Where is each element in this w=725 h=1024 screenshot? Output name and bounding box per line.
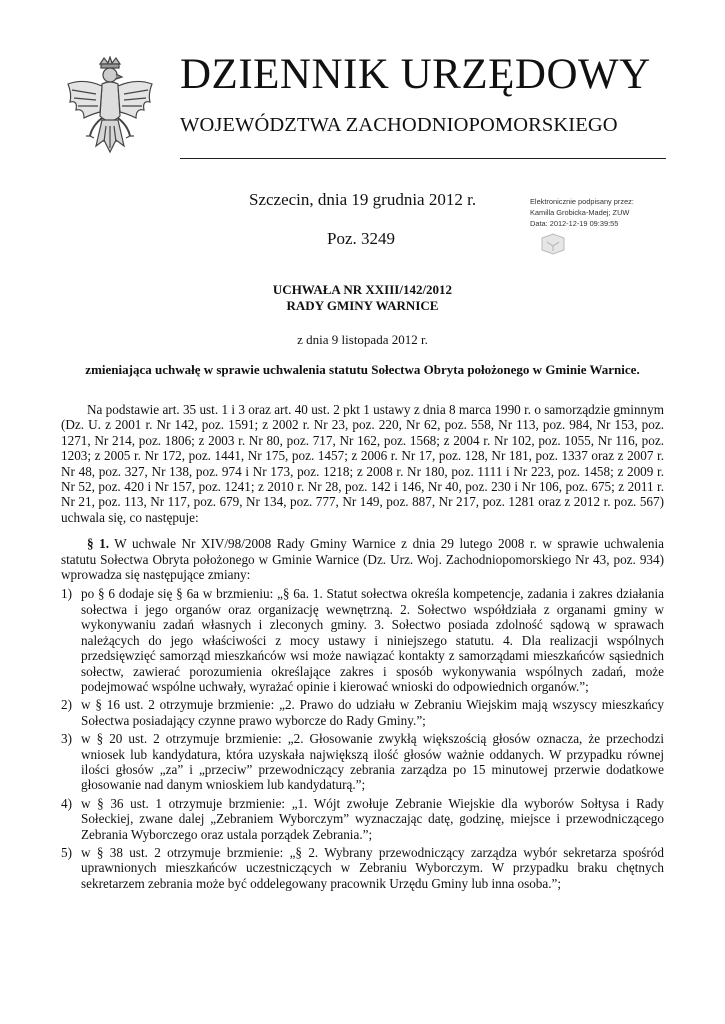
list-item-text: po § 6 dodaje się § 6a w brzmieniu: „§ 6a. 1. Statut sołectwa określa kompetencje, zadania i zakres działania sołectwa i jego organów oraz organizację wewnętrzną. 2. Sołectwo współdziała z organami gminy w wykonywaniu zadań własnych i zleconych gminy. 3. Sołectwo posiada zdolność sądową w sprawach należących do jego właściwości z mocy ustawy i niniejszego statutu. 4. Dla realizacji wspólnych przedsięwzięć samorząd mieszkańców wsi może nawiązać kontakty z samorządami mieszkańców sąsiednich sołectw, zawierać porozumienia określające zakres i sposób wykonywania wspólnych zadań, może podejmować wspólne uchwały, wyrażać opinie i kierować wnioski do odpowiednich organów.”;: [81, 586, 664, 694]
list-item: [61, 845, 664, 891]
resolution-date: z dnia 9 listopada 2012 r.: [297, 332, 428, 347]
journal-title: DZIENNIK URZĘDOWY: [180, 51, 651, 98]
resolution-issuer: RADY GMINY WARNICE: [286, 298, 439, 313]
list-item: [61, 697, 664, 728]
list-item-text: w § 16 ust. 2 otrzymuje brzmienie: „2. Prawo do udziału w Zebraniu Wiejskim mają wszyscy mieszkańcy Sołectwa posiadający czynne prawo wyborcze do Rady Gminy.”;: [81, 697, 664, 728]
list-item: [61, 731, 664, 793]
document-body: [61, 402, 664, 894]
journal-subtitle: WOJEWÓDZTWA ZACHODNIOPOMORSKIEGO: [180, 114, 618, 136]
list-item-text: w § 38 ust. 2 otrzymuje brzmienie: „§ 2. Wybrany przewodniczący zarządza wybór sekretarza spośród uprawnionych mieszkańców uczestniczących w Zebraniu Wyborczym. W przypadku braku chętnych sekretarzem zebrania może być oddelegowany pracownik Urzędu Gminy lub inna osoba.”;: [81, 844, 664, 891]
section-mark: § 1.: [87, 536, 110, 552]
signature-line-2: Kamilla Grobicka-Madej; ZUW: [530, 208, 630, 217]
list-item-number: 2): [61, 697, 72, 713]
list-item: [61, 586, 664, 694]
position-number: Poz. 3249: [327, 229, 395, 248]
polish-eagle-emblem-icon: [62, 56, 158, 166]
list-item-text: w § 36 ust. 1 otrzymuje brzmienie: „1. Wójt zwołuje Zebranie Wiejskie dla wyborów Sołtysa i Rady Sołeckiej, zwane dalej „Zebraniem Wyborczym” wyznaczając datę, godzinę, miejsce i przewodniczącego Zebrania Wyborczego oraz ustala porządek Zebrania.”;: [81, 795, 664, 842]
e-signature-mark-icon: [538, 232, 568, 256]
section-1-text: W uchwale Nr XIV/98/2008 Rady Gminy Warnice z dnia 29 lutego 2008 r. w sprawie uchwalenia statutu Sołectwa Obryta położonego w Gminie Warnice (Dz. Urz. Woj. Zachodniopomorskiego Nr 43, poz. 934) wprowadza się następujące zmiany:: [61, 536, 664, 583]
resolution-subject: zmieniająca uchwałę w sprawie uchwalenia statutu Sołectwa Obryta położonego w Gminie Warnice.: [85, 362, 640, 377]
section-1-paragraph: [61, 536, 664, 582]
preamble-paragraph: Na podstawie art. 35 ust. 1 i 3 oraz art. 40 ust. 2 pkt 1 ustawy z dnia 8 marca 1990 r. o samorządzie gminnym (Dz. U. z 2001 r. Nr 142, poz. 1591; z 2002 r. Nr 23, poz. 220, Nr 62, poz. 558, Nr 113, poz. 984, Nr 153, poz. 1271, Nr 214, poz. 1806; z 2003 r. Nr 80, poz. 717, Nr 162, poz. 1568; z 2004 r. Nr 102, poz. 1055, Nr 116, poz. 1203; z 2005 r. Nr 172, poz. 1441, Nr 175, poz. 1457; z 2006 r. Nr 17, poz. 128, Nr 181, poz. 1337 oraz z 2007 r. Nr 48, poz. 327, Nr 138, poz. 974 i Nr 173, poz. 1218; z 2008 r. Nr 180, poz. 1111 i Nr 223, poz. 1458; z 2009 r. Nr 52, poz. 420 i Nr 157, poz. 1241; z 2010 r. Nr 28, poz. 142 i 146, Nr 40, poz. 230 i Nr 106, poz. 675; z 2011 r. Nr 21, poz. 113, Nr 117, poz. 679, Nr 134, poz. 777, Nr 149, poz. 887, Nr 217, poz. 1281 oraz z 2012 r. poz. 567) uchwala się, co następuje:: [61, 402, 664, 525]
list-item: [61, 796, 664, 842]
resolution-number: UCHWAŁA NR XXIII/142/2012: [272, 282, 453, 297]
masthead-divider: [180, 158, 666, 159]
place-and-date: Szczecin, dnia 19 grudnia 2012 r.: [249, 190, 477, 209]
list-item-text: w § 20 ust. 2 otrzymuje brzmienie: „2. Głosowanie zwykłą większością głosów oznacza, że przechodzi wniosek lub kandydatura, która uzyskała największą ilość głosów ważnie oddanych. W przypadku równej ilości głosów „za” i „przeciw” przewodniczący zebrania zarządza po 15 minutowej przerwie dodatkowe głosowanie nad danym wnioskiem lub kandydaturą.”;: [81, 731, 664, 793]
list-item-number: 1): [61, 586, 72, 602]
list-item-number: 5): [61, 844, 72, 860]
electronic-signature-block: [530, 196, 680, 229]
amendments-list: [61, 586, 664, 891]
signature-line-1: Elektronicznie podpisany przez:: [530, 197, 634, 206]
list-item-number: 3): [61, 731, 72, 747]
signature-line-3: Data: 2012-12-19 09:39:55: [530, 219, 619, 228]
list-item-number: 4): [61, 795, 72, 811]
